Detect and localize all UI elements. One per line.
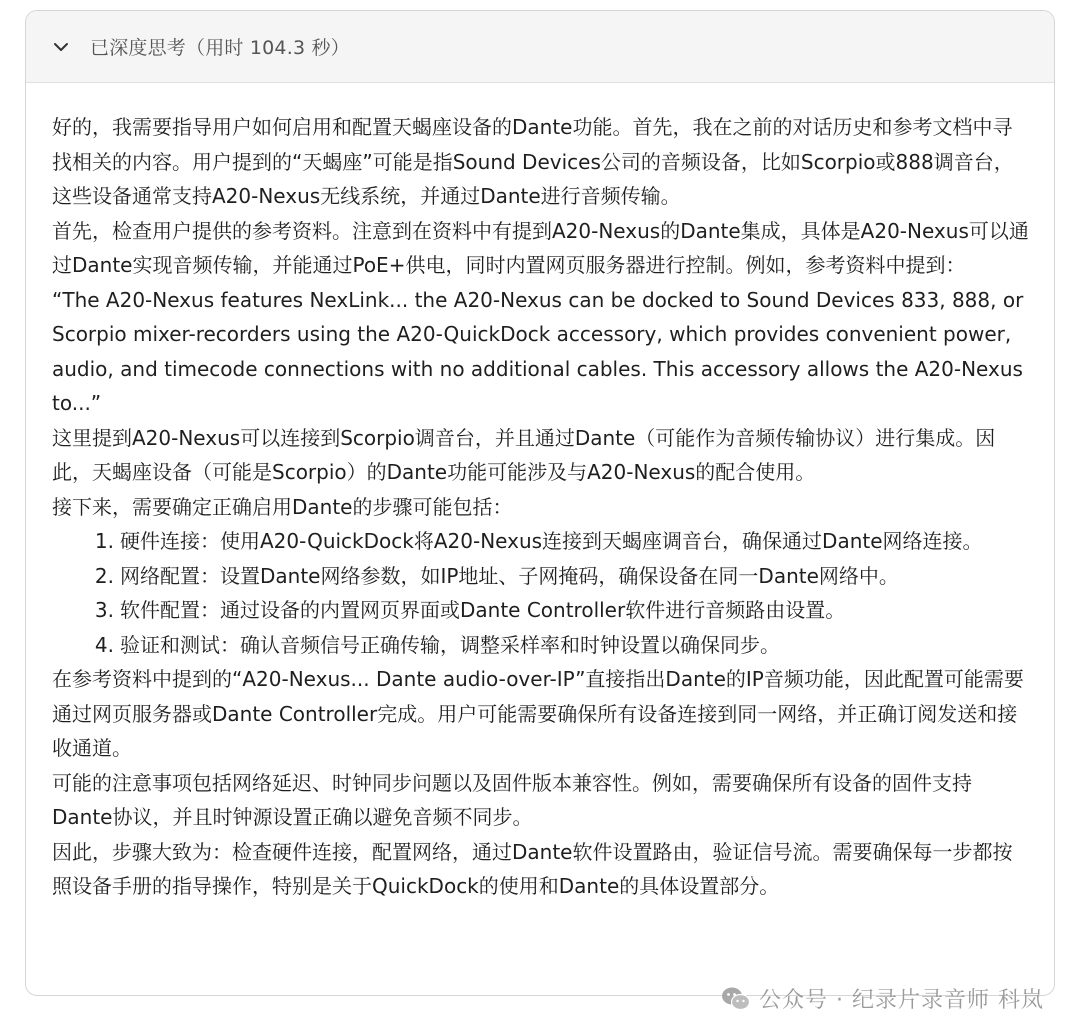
thinking-content	[26, 83, 1054, 995]
quote-paragraph: “The A20-Nexus features NexLink... the A20-Nexus can be docked to Sound Devices 833, 888, or Scorpio mixer-recorders using the A20-QuickDock accessory, which provides convenient power, audio, and timecode connections with no additional cables. This accessory allows the A20-Nexus to...”	[52, 287, 1030, 415]
list-item-text: 网络配置：设置Dante网络参数，如IP地址、子网掩码，确保设备在同一Dante网络中。	[120, 563, 899, 588]
paragraph: 这里提到A20-Nexus可以连接到Scorpio调音台，并且通过Dante（可能作为音频传输协议）进行集成。因此，天蝎座设备（可能是Scorpio）的Dante功能可能涉及与A20-Nexus的配合使用。	[52, 425, 996, 484]
list-item-number: 4.	[94, 632, 114, 657]
paragraph: 可能的注意事项包括网络延迟、时钟同步问题以及固件版本兼容性。例如，需要确保所有设备的固件支持Dante协议，并且时钟源设置正确以避免音频不同步。	[52, 770, 972, 829]
list-item-text: 软件配置：通过设备的内置网页界面或Dante Controller软件进行音频路由设置。	[120, 598, 846, 622]
watermark	[721, 983, 1044, 1014]
paragraph: 接下来，需要确定正确启用Dante的步骤可能包括：	[52, 494, 513, 519]
paragraph: 好的，我需要指导用户如何启用和配置天蝎座设备的Dante功能。首先，我在之前的对话历史和参考文档中寻找相关的内容。用户提到的“天蝎座”可能是指Sound Devices公司的音频设备，比如Scorpio或888调音台，这些设备通常支持A20-Nexus无线系统，并通过Dante进行音频传输。	[52, 115, 1014, 208]
list-item-number: 1.	[94, 529, 114, 553]
list-item	[52, 593, 1032, 628]
paragraph: 因此，步骤大致为：检查硬件连接，配置网络，通过Dante软件设置路由，验证信号流。需要确保每一步都按照设备手册的指导操作，特别是关于QuickDock的使用和Dante的具体设置部分。	[52, 839, 1013, 898]
steps-list	[52, 524, 1032, 662]
chevron-down-icon[interactable]	[52, 38, 70, 56]
list-item-number: 2.	[94, 563, 114, 588]
thinking-panel-header[interactable]	[26, 11, 1054, 83]
watermark-text: 公众号 · 纪录片录音师 科岚	[759, 988, 1044, 1013]
list-item-text: 硬件连接：使用A20-QuickDock将A20-Nexus连接到天蝎座调音台，确保通过Dante网络连接。	[120, 529, 983, 553]
thinking-panel	[25, 10, 1055, 996]
paragraph: 首先，检查用户提供的参考资料。注意到在资料中有提到A20-Nexus的Dante集成，具体是A20-Nexus可以通过Dante实现音频传输，并能通过PoE+供电，同时内置网页服务器进行控制。例如，参考资料中提到：	[52, 218, 1029, 277]
list-item	[52, 628, 1032, 663]
list-item-text: 验证和测试：确认音频信号正确传输，调整采样率和时钟设置以确保同步。	[120, 632, 780, 657]
paragraph: 在参考资料中提到的“A20-Nexus... Dante audio-over-IP”直接指出Dante的IP音频功能，因此配置可能需要通过网页服务器或Dante Controller完成。用户可能需要确保所有设备连接到同一网络，并正确订阅发送和接收通道。	[52, 667, 1024, 760]
thinking-duration-label: 已深度思考（用时 104.3 秒）	[90, 37, 350, 59]
list-item	[52, 559, 1032, 594]
list-item-number: 3.	[94, 598, 114, 622]
wechat-icon	[721, 986, 751, 1012]
list-item	[52, 524, 1032, 559]
